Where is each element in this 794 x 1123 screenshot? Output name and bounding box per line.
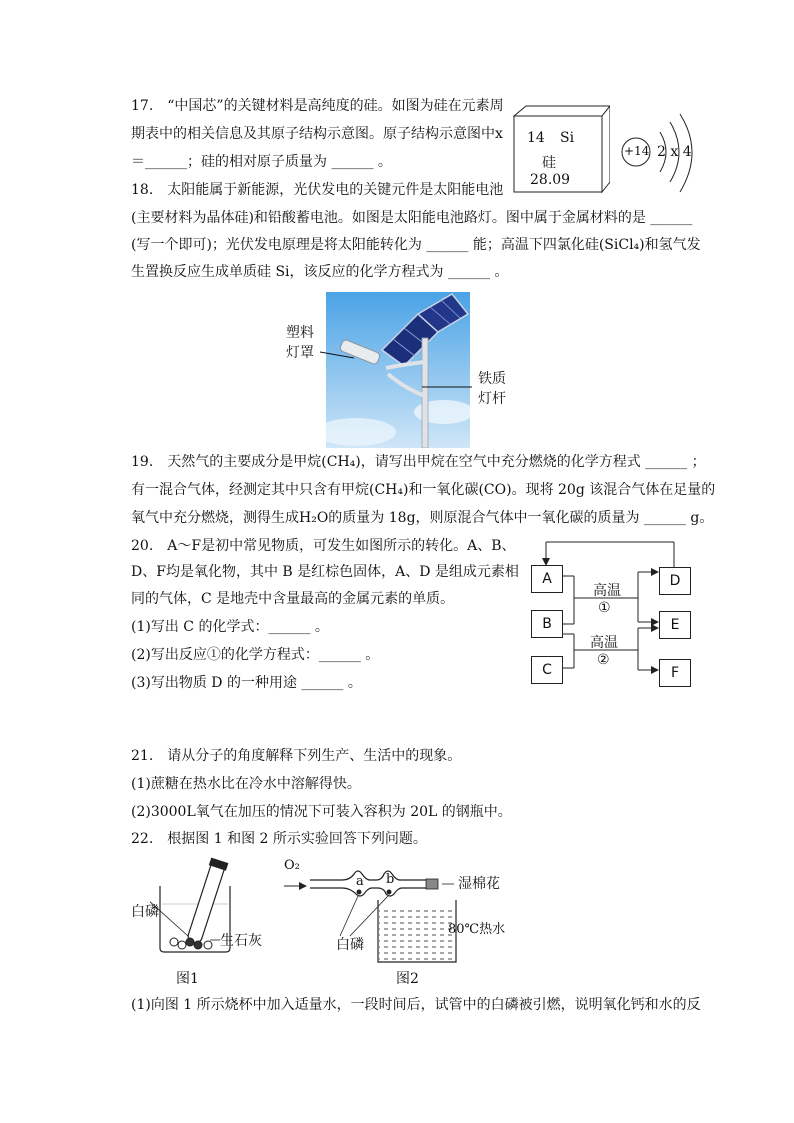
node-c: C (531, 656, 563, 684)
q20-line1: 20. A～F是初中常见物质，可发生如图所示的转化。A、B、 (131, 538, 516, 554)
atom-shells: 2 x 4 (657, 144, 692, 160)
q21-line1: 21. 请从分子的角度解释下列生产、生活中的现象。 (131, 748, 462, 764)
q17-line3: ＝______；硅的相对原子质量为 ______ 。 (131, 154, 392, 170)
reaction-1-number: ① (598, 600, 611, 616)
q18-line3: (写一个即可)；光伏发电原理是将太阳能转化为 ______ 能；高温下四氯化硅(SiCl₄)和氢气发 (131, 237, 701, 253)
label-lamp-cover-2: 灯罩 (286, 345, 314, 361)
element-name: 硅 (542, 155, 556, 171)
q20-line3: 同的气体，C 是地壳中含量最高的金属元素的单质。 (131, 591, 455, 607)
fig2-caption: 图2 (396, 971, 419, 987)
fig1-quicklime-label: 生石灰 (220, 933, 262, 949)
node-d: D (659, 567, 691, 595)
fig2-point-b: b (386, 872, 395, 887)
fig2-wet-cotton-label: 湿棉花 (458, 876, 500, 892)
element-symbol: Si (560, 130, 575, 146)
atom-nucleus: +14 (624, 144, 650, 158)
label-pole-2: 灯杆 (478, 391, 506, 407)
node-e: E (659, 611, 691, 639)
q22-sub1: (1)向图 1 所示烧杯中加入适量水，一段时间后，试管中的白磷被引燃，说明氧化钙和水的反 (131, 997, 701, 1013)
fig2-oxygen-label: O₂ (284, 858, 300, 873)
q20-sub1: (1)写出 C 的化学式：______ 。 (131, 619, 329, 635)
q18-line4: 生置换反应生成单质硅 Si，该反应的化学方程式为 ______ 。 (131, 264, 509, 280)
q17-line1: 17. “中国芯”的关键材料是高纯度的硅。如图为硅在元素周 (131, 98, 504, 114)
q20-line2: D、F均是氧化物，其中 B 是红棕色固体，A、D 是组成元素相 (131, 564, 519, 580)
q20-sub2: (2)写出反应①的化学方程式：______ 。 (131, 647, 380, 663)
q22-line1: 22. 根据图 1 和图 2 所示实验回答下列问题。 (131, 831, 427, 847)
fig2-white-phosphorus-label: 白磷 (336, 937, 364, 953)
element-number: 14 (527, 130, 545, 146)
figure2-apparatus (280, 866, 460, 966)
q18-line1: 18. 太阳能属于新能源，光伏发电的关键元件是太阳能电池 (131, 182, 504, 198)
q19-line3: 氧气中充分燃烧，测得生成H₂O的质量为 18g，则原混合气体中一氧化碳的质量为 ______ g。 (131, 510, 714, 526)
label-pole-1: 铁质 (478, 371, 506, 387)
condition-2: 高温 (590, 635, 618, 651)
fig1-white-phosphorus-label: 白磷 (131, 904, 159, 920)
element-mass: 28.09 (530, 172, 571, 188)
fig2-point-a: a (356, 874, 364, 889)
q21-sub1: (1)蔗糖在热水比在冷水中溶解得快。 (131, 776, 361, 792)
q18-line2: (主要材料为晶体硅)和铅酸蓄电池。如图是太阳能电池路灯。图中属于金属材料的是 ______ (131, 210, 693, 226)
q21-sub2: (2)3000L氧气在加压的情况下可装入容积为 20L 的钢瓶中。 (131, 804, 512, 820)
q19-line2: 有一混合气体，经测定其中只含有甲烷(CH₄)和一氧化碳(CO)。现将 20g 该混合气体在足量的 (131, 482, 716, 498)
label-lamp-cover-1: 塑料 (286, 325, 314, 341)
node-f: F (659, 659, 691, 687)
fig1-caption: 图1 (176, 971, 199, 987)
fig2-hot-water-label: 80℃热水 (448, 922, 506, 937)
q17-line2: 期表中的相关信息及其原子结构示意图。原子结构示意图中x (131, 126, 503, 142)
q20-sub3: (3)写出物质 D 的一种用途 ______ 。 (131, 675, 362, 691)
node-b: B (531, 610, 563, 638)
node-a: A (531, 565, 563, 593)
condition-1: 高温 (593, 583, 621, 599)
reaction-2-number: ② (597, 652, 610, 668)
q19-line1: 19. 天然气的主要成分是甲烷(CH₄)，请写出甲烷在空气中充分燃烧的化学方程式 ______ ； (131, 454, 706, 470)
